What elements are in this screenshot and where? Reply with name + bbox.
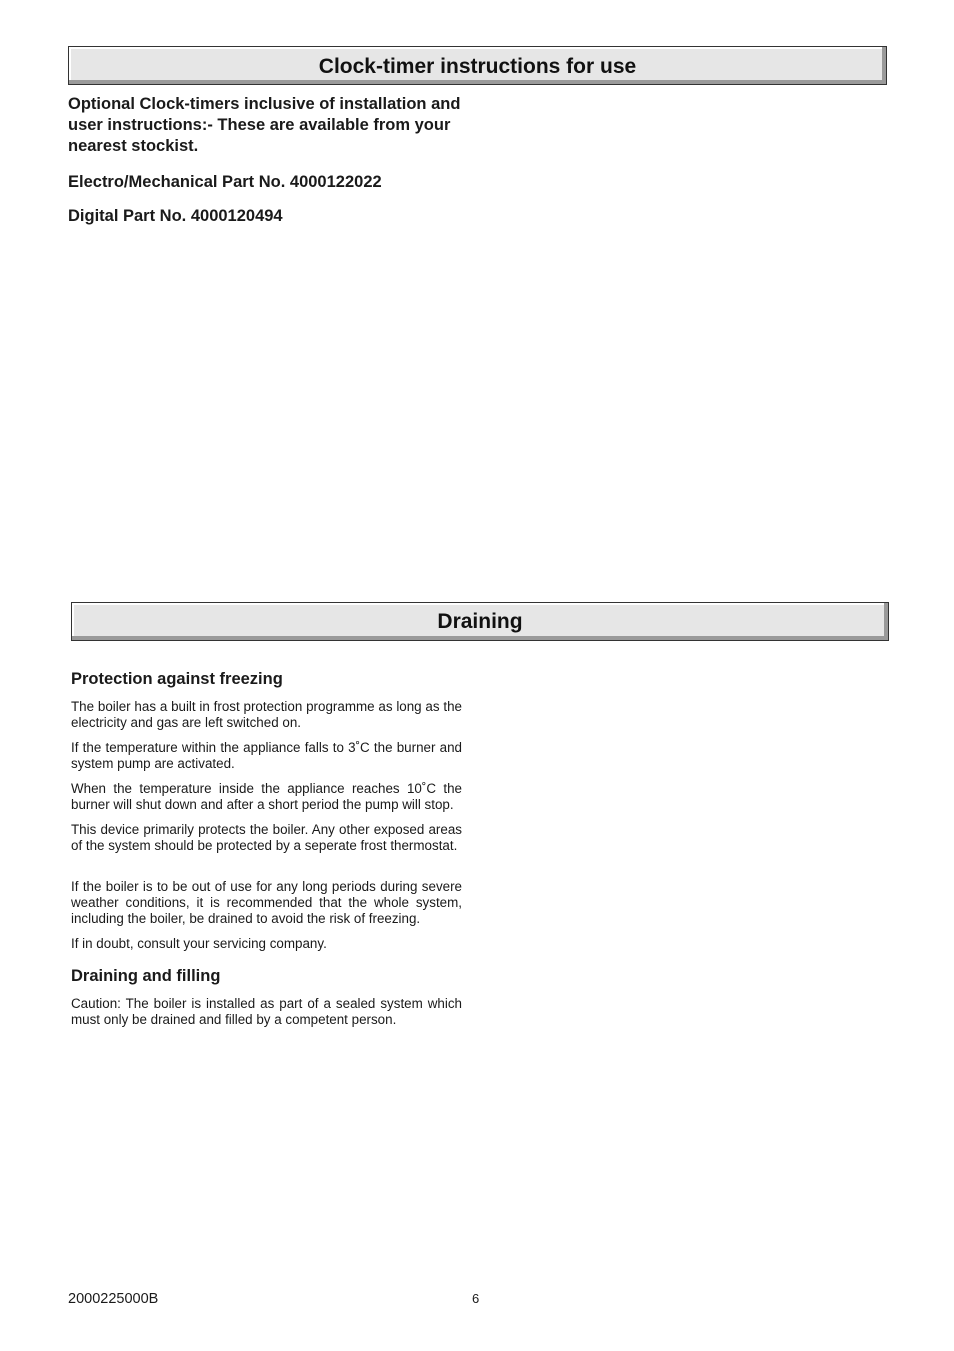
frost-protection-paragraph: The boiler has a built in frost protection programme as long as the electricity and gas are left switched on. <box>71 699 462 730</box>
electro-mechanical-part-number: Electro/Mechanical Part No. 4000122022 <box>68 173 382 191</box>
sealed-system-caution-paragraph: Caution: The boiler is installed as part of a sealed system which must only be drained and filled by a competent person. <box>71 996 462 1027</box>
drain-system-paragraph: If the boiler is to be out of use for any long periods during severe weather conditions, it is recommended that the whole system, including the boiler, be drained to avoid the risk of freezing. <box>71 879 462 926</box>
digital-part-number: Digital Part No. 4000120494 <box>68 207 283 225</box>
clock-timer-intro: Optional Clock-timers inclusive of installation and user instructions:- These are available from your nearest stockist. <box>68 95 461 155</box>
protection-against-freezing-heading: Protection against freezing <box>71 670 283 688</box>
frost-thermostat-paragraph: This device primarily protects the boiler. Any other exposed areas of the system should be protected by a seperate frost thermostat. <box>71 822 462 853</box>
shutdown-temperature-paragraph: When the temperature inside the appliance reaches 10˚C the burner will shut down and after a short period the pump will stop. <box>71 781 462 812</box>
page-number: 6 <box>472 1291 480 1306</box>
draining-and-filling-heading: Draining and filling <box>71 967 221 985</box>
low-temperature-paragraph: If the temperature within the appliance falls to 3˚C the burner and system pump are activated. <box>71 740 462 771</box>
document-number: 2000225000B <box>68 1291 159 1307</box>
consult-servicing-paragraph: If in doubt, consult your servicing company. <box>71 936 327 951</box>
clock-timer-section-title: Clock-timer instructions for use <box>68 46 887 85</box>
draining-section-title: Draining <box>71 602 889 641</box>
